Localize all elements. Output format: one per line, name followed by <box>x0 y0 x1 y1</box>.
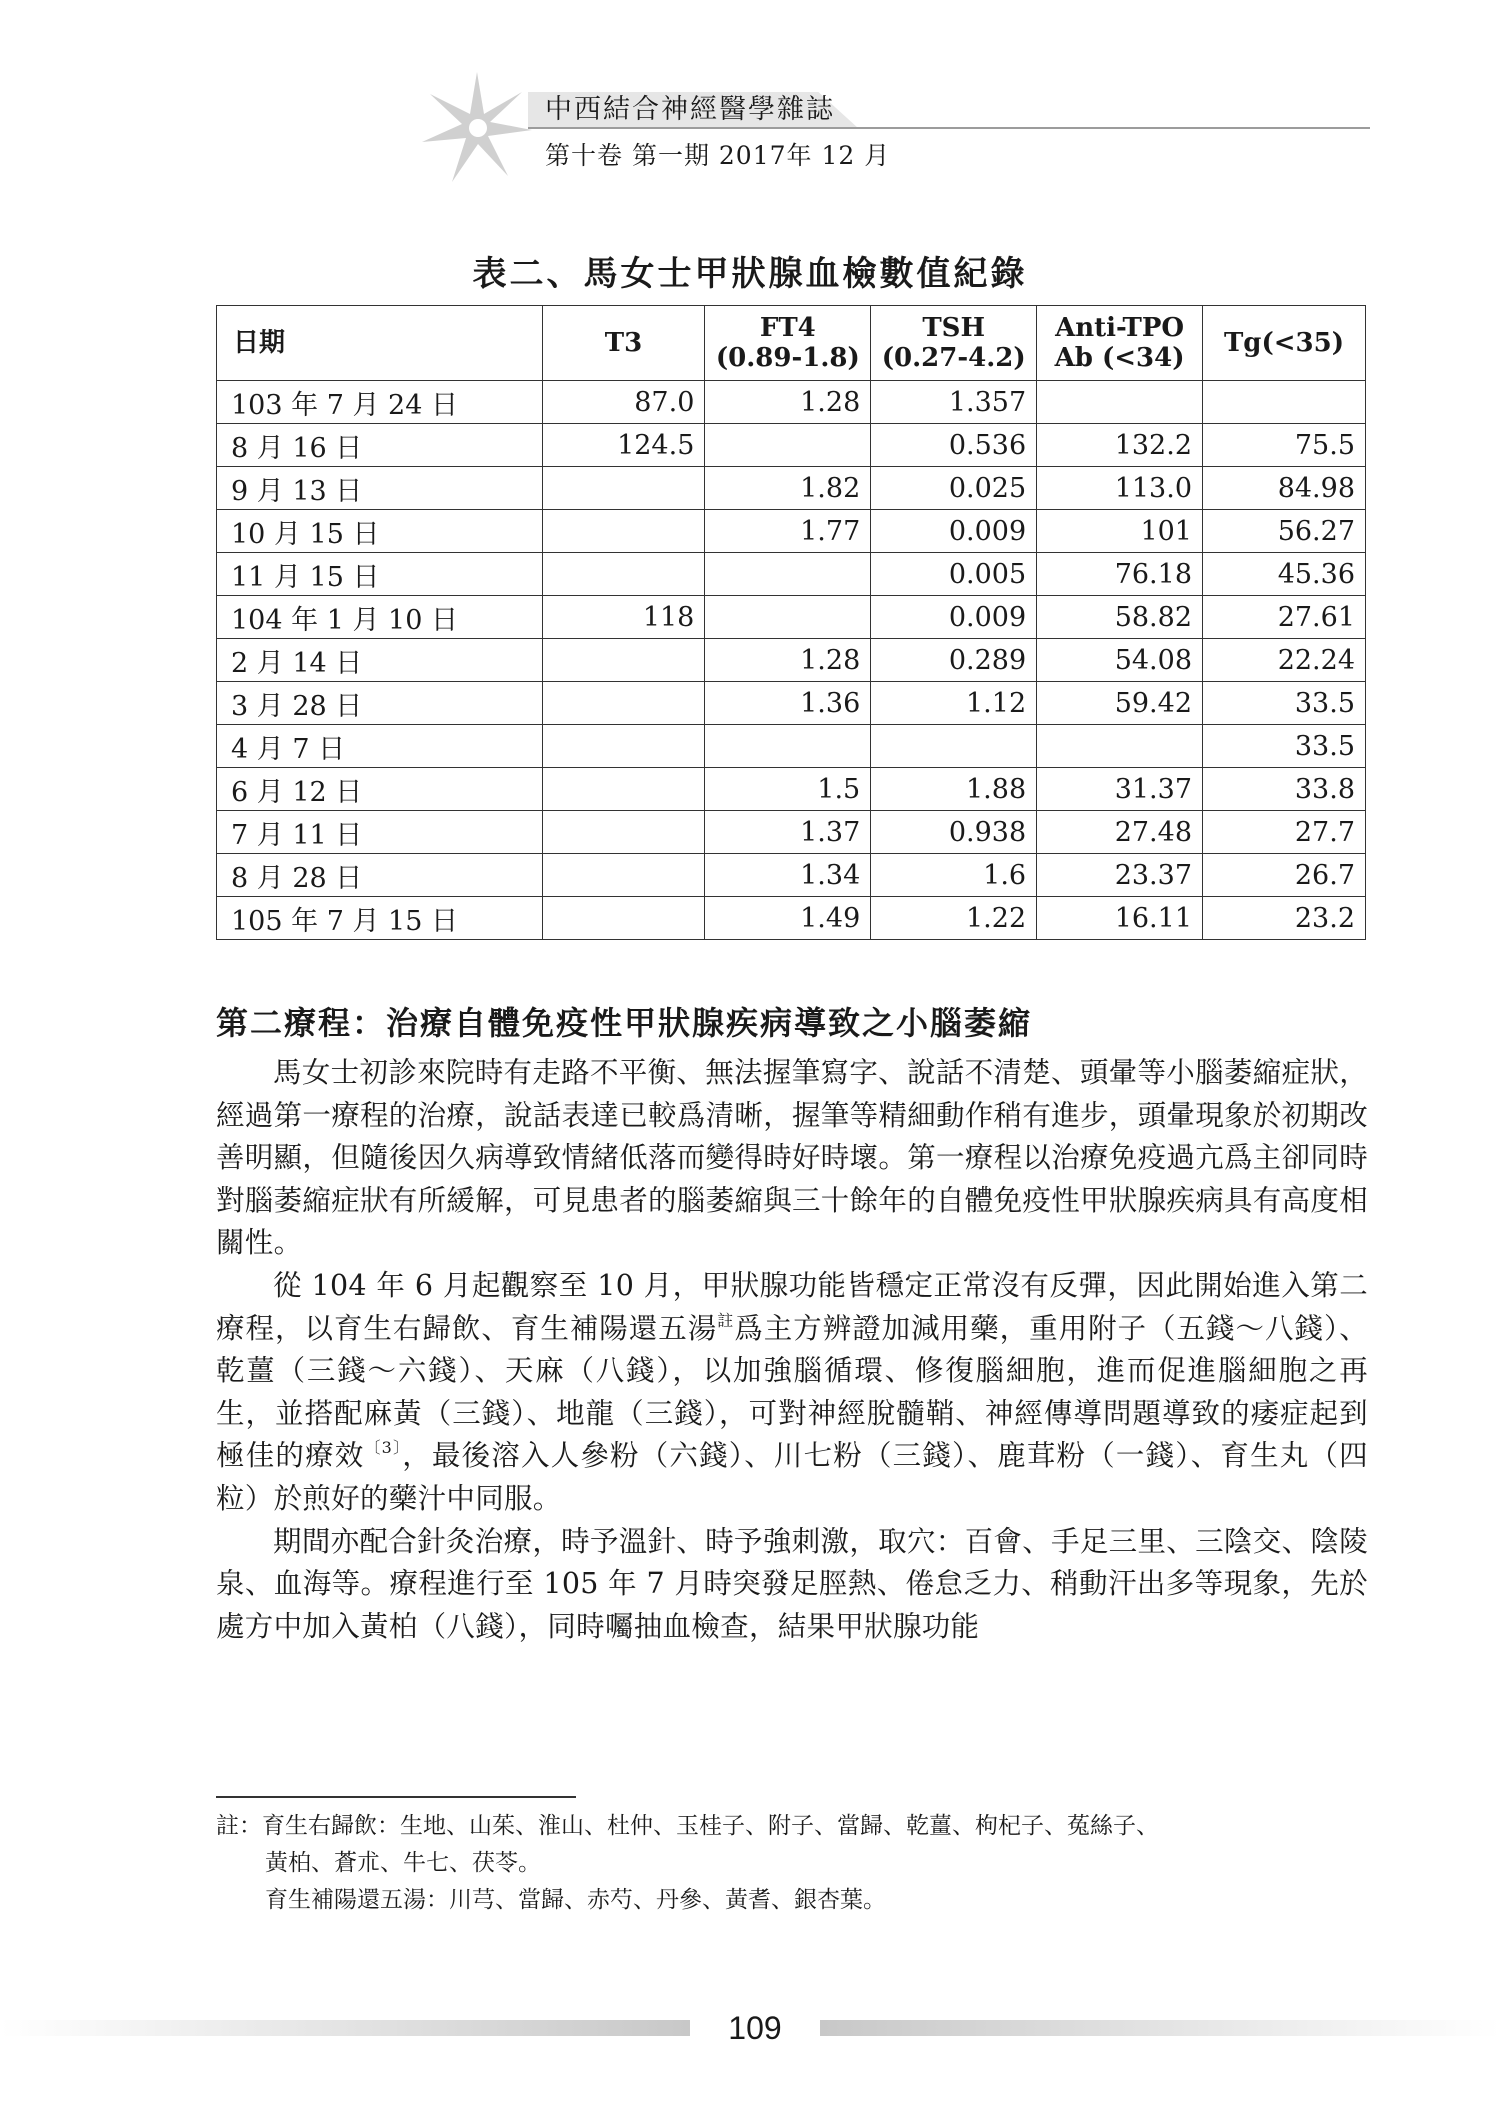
column-header-tg: Tg(<35) <box>1203 306 1366 381</box>
table-cell-value: 26.7 <box>1203 854 1366 897</box>
column-header-t3: T3 <box>542 306 705 381</box>
table-cell-value <box>542 639 705 682</box>
table-cell-value: 1.34 <box>705 854 871 897</box>
table-cell-value: 0.289 <box>871 639 1037 682</box>
table-cell-value <box>542 467 705 510</box>
table-cell-value: 56.27 <box>1203 510 1366 553</box>
table-cell-date: 6 月 12 日 <box>217 768 543 811</box>
table-cell-value <box>871 725 1037 768</box>
table-cell-value: 1.82 <box>705 467 871 510</box>
table-cell-value <box>1037 725 1203 768</box>
table-cell-value: 58.82 <box>1037 596 1203 639</box>
table-cell-value: 0.025 <box>871 467 1037 510</box>
table-row <box>217 725 1366 768</box>
column-header-tsh: TSH (0.27-4.2) <box>871 306 1037 381</box>
table-cell-value <box>542 854 705 897</box>
table-cell-value: 0.009 <box>871 510 1037 553</box>
star-logo-icon <box>422 72 532 182</box>
table-cell-value: 76.18 <box>1037 553 1203 596</box>
table-cell-value: 23.2 <box>1203 897 1366 940</box>
paragraph-2: 從 104 年 6 月起觀察至 10 月，甲狀腺功能皆穩定正常沒有反彈，因此開始進入第二療程，以育生右歸飲、育生補陽還五湯$^註$爲主方辨證加減用藥，重用附子（五錢～八錢）、乾薑（三錢～六錢）、天麻（八錢），以加強腦循環、修復腦細胞，進而促進腦細胞之再生，並搭配麻黃（三錢）、地龍（三錢），可對神經脫髓鞘、神經傳導問題導致的痿症起到極佳的療效$^{〔3〕}$，最後溶入人參粉（六錢）、川七粉（三錢）、鹿茸粉（一錢）、育生丸（四粒）於煎好的藥汁中同服。 <box>216 1268 1368 1515</box>
page-header <box>0 0 1500 200</box>
table-cell-value <box>542 811 705 854</box>
table-cell-value: 16.11 <box>1037 897 1203 940</box>
paragraph-1: 馬女士初診來院時有走路不平衡、無法握筆寫字、說話不清楚、頭暈等小腦萎縮症狀，經過第一療程的治療，說話表達已較爲清晰，握筆等精細動作稍有進步，頭暈現象於初期改善明顯，但隨後因久病導致情緒低落而變得時好時壞。第一療程以治療免疫過亢爲主卻同時對腦萎縮症狀有所緩解，可見患者的腦萎縮與三十餘年的自體免疫性甲狀腺疾病具有高度相關性。 <box>216 1056 1369 1260</box>
section-heading: 第二療程：治療自體免疫性甲狀腺疾病導致之小腦萎縮 <box>216 1004 1033 1042</box>
table-cell-value: 27.48 <box>1037 811 1203 854</box>
table-row <box>217 897 1366 940</box>
table-cell-value <box>542 553 705 596</box>
table-cell-value: 101 <box>1037 510 1203 553</box>
table-cell-value: 1.37 <box>705 811 871 854</box>
table-cell-value: 1.77 <box>705 510 871 553</box>
table-cell-value: 124.5 <box>542 424 705 467</box>
table-cell-value: 1.49 <box>705 897 871 940</box>
footnote-rule <box>216 1796 576 1798</box>
footnote-line: 育生補陽還五湯：川芎、當歸、赤芍、丹參、黃耆、銀杏葉。 <box>265 1887 886 1913</box>
table-cell-value: 33.5 <box>1203 725 1366 768</box>
table-cell-date: 8 月 16 日 <box>217 424 543 467</box>
table-cell-date: 10 月 15 日 <box>217 510 543 553</box>
table-cell-value <box>705 725 871 768</box>
table-cell-value <box>705 424 871 467</box>
table-cell-value: 31.37 <box>1037 768 1203 811</box>
table-cell-date: 2 月 14 日 <box>217 639 543 682</box>
table-cell-value: 84.98 <box>1203 467 1366 510</box>
table-row <box>217 854 1366 897</box>
table-cell-value: 1.28 <box>705 639 871 682</box>
table-row <box>217 639 1366 682</box>
table-row <box>217 467 1366 510</box>
table-cell-value: 113.0 <box>1037 467 1203 510</box>
footnote <box>216 1808 1368 1919</box>
footnote-line: 黃柏、蒼朮、牛七、茯苓。 <box>265 1850 541 1876</box>
footer-bar-left <box>0 2020 690 2036</box>
footer-bar-right <box>820 2020 1500 2036</box>
table-cell-value: 1.36 <box>705 682 871 725</box>
table-row <box>217 381 1366 424</box>
table-cell-value <box>542 682 705 725</box>
table-cell-value: 0.536 <box>871 424 1037 467</box>
table-cell-value: 22.24 <box>1203 639 1366 682</box>
table-cell-value <box>1203 381 1366 424</box>
table-cell-value: 1.88 <box>871 768 1037 811</box>
table-cell-value: 45.36 <box>1203 553 1366 596</box>
footnote-line: 註：育生右歸飲：生地、山茱、淮山、杜仲、玉桂子、附子、當歸、乾薑、枸杞子、菟絲子、 <box>216 1813 1159 1839</box>
table-cell-value: 1.22 <box>871 897 1037 940</box>
thyroid-blood-test-table <box>216 305 1366 940</box>
column-header-ft4: FT4 (0.89-1.8) <box>705 306 871 381</box>
table-cell-value <box>705 596 871 639</box>
table-cell-date: 9 月 13 日 <box>217 467 543 510</box>
table-cell-value: 0.938 <box>871 811 1037 854</box>
table-cell-date: 104 年 1 月 10 日 <box>217 596 543 639</box>
issue-info: 第十卷 第一期 2017年 12 月 <box>545 141 891 170</box>
table-cell-value: 118 <box>542 596 705 639</box>
table-cell-value <box>542 897 705 940</box>
table-caption: 表二、馬女士甲狀腺血檢數值紀錄 <box>472 254 1028 294</box>
column-header-anti-tpo: Anti-TPO Ab (<34) <box>1037 306 1203 381</box>
paragraph-3: 期間亦配合針灸治療，時予溫針、時予強刺激，取穴：百會、手足三里、三陰交、陰陵泉、血海等。療程進行至 105 年 7 月時突發足脛熱、倦怠乏力、稍動汗出多等現象，先於處方中加入黃柏（八錢），同時囑抽血檢查，結果甲狀腺功能 <box>216 1524 1368 1643</box>
table-row <box>217 424 1366 467</box>
table-cell-value: 33.8 <box>1203 768 1366 811</box>
table-row <box>217 553 1366 596</box>
footnote-marker: 註 <box>717 1310 735 1330</box>
table-cell-date: 11 月 15 日 <box>217 553 543 596</box>
column-header-date: 日期 <box>217 306 543 381</box>
table-cell-value: 1.5 <box>705 768 871 811</box>
header-rule <box>528 127 1370 129</box>
body-text <box>216 1052 1368 1648</box>
table-cell-value: 1.28 <box>705 381 871 424</box>
table-cell-value: 59.42 <box>1037 682 1203 725</box>
table-row <box>217 682 1366 725</box>
table-cell-date: 3 月 28 日 <box>217 682 543 725</box>
table-cell-value: 87.0 <box>542 381 705 424</box>
table-cell-value: 75.5 <box>1203 424 1366 467</box>
table-cell-value: 23.37 <box>1037 854 1203 897</box>
table-cell-date: 103 年 7 月 24 日 <box>217 381 543 424</box>
table-cell-date: 7 月 11 日 <box>217 811 543 854</box>
table-cell-date: 105 年 7 月 15 日 <box>217 897 543 940</box>
table-cell-value: 1.12 <box>871 682 1037 725</box>
table-cell-value: 132.2 <box>1037 424 1203 467</box>
table-cell-value: 0.009 <box>871 596 1037 639</box>
table-cell-date: 8 月 28 日 <box>217 854 543 897</box>
page-number: 109 <box>728 2010 782 2046</box>
table-cell-value: 1.6 <box>871 854 1037 897</box>
table-row <box>217 596 1366 639</box>
table-row <box>217 811 1366 854</box>
table-row <box>217 768 1366 811</box>
table-cell-value <box>542 768 705 811</box>
table-cell-value <box>542 510 705 553</box>
table-cell-date: 4 月 7 日 <box>217 725 543 768</box>
table-row <box>217 510 1366 553</box>
table-cell-value: 33.5 <box>1203 682 1366 725</box>
reference-marker: 〔3〕 <box>364 1438 403 1458</box>
table-cell-value: 27.7 <box>1203 811 1366 854</box>
table-cell-value <box>1037 381 1203 424</box>
table-cell-value <box>542 725 705 768</box>
table-header-row <box>217 306 1366 381</box>
table-cell-value: 0.005 <box>871 553 1037 596</box>
table-cell-value: 54.08 <box>1037 639 1203 682</box>
table-cell-value: 1.357 <box>871 381 1037 424</box>
journal-title: 中西結合神經醫學雜誌 <box>545 94 835 125</box>
table-cell-value: 27.61 <box>1203 596 1366 639</box>
table-cell-value <box>705 553 871 596</box>
